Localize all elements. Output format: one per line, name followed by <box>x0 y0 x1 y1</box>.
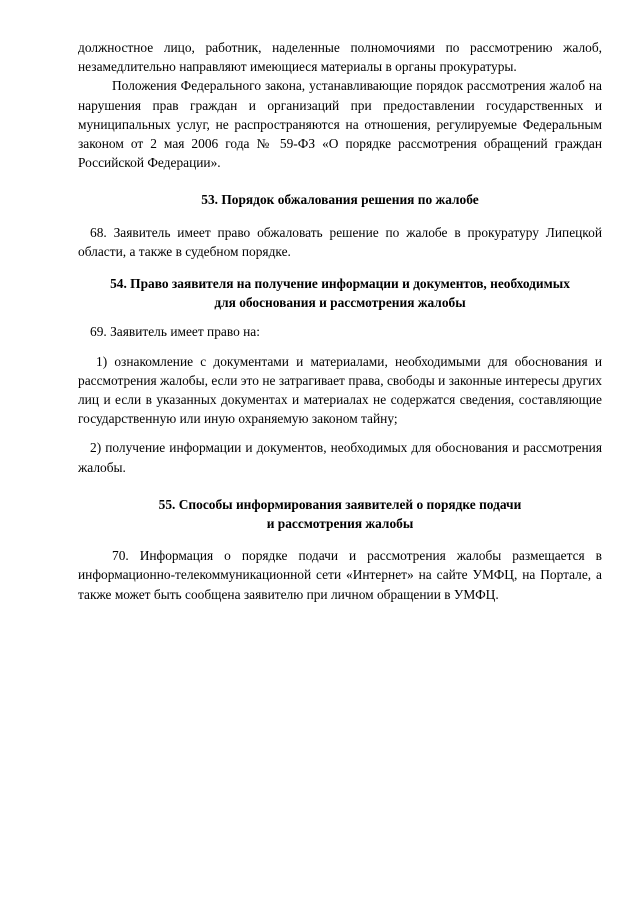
paragraph-68: 68. Заявитель имеет право обжаловать решение по жалобе в прокуратуру Липецкой области, а также в судебном порядке. <box>78 224 602 259</box>
paragraph-69: 69. Заявитель имеет право на: <box>90 324 260 340</box>
paragraph-continuation: должностное лицо, работник, наделенные полномочиями по рассмотрению жалоб, незамедлительно направляют имеющиеся материалы в органы прокуратуры. <box>78 40 602 75</box>
paragraph-federal-law: Положения Федерального закона, устанавливающие порядок рассмотрения жалоб на нарушения прав граждан и организаций при предоставлении государственных и муниципальных услуг, не распространяются на отношения, регулируемые Федеральным законом от 2 мая 2006 года № 59-ФЗ «О порядке рассмотрения обращений граждан Российской Федерации». <box>78 78 602 171</box>
heading-section-55-line2: и рассмотрения жалобы <box>266 516 414 532</box>
heading-section-53: 53. Порядок обжалования решения по жалобе <box>201 192 479 208</box>
document-page <box>78 38 602 604</box>
heading-section-54-line1: 54. Право заявителя на получение информации и документов, необходимых <box>110 276 570 292</box>
heading-section-54 <box>78 274 602 312</box>
paragraph-69-item-2: 2) получение информации и документов, необходимых для обоснования и рассмотрения жалобы. <box>78 440 602 475</box>
heading-section-55-line1: 55. Способы информирования заявителей о порядке подачи <box>158 496 522 512</box>
heading-section-55 <box>78 495 602 533</box>
paragraph-70: 70. Информация о порядке подачи и рассмотрения жалобы размещается в информационно-телекоммуникационной сети «Интернет» на сайте УМФЦ, на Портале, а также может быть сообщена заявителю при личном обращении в УМФЦ. <box>78 548 602 602</box>
heading-section-54-line2: для обоснования и рассмотрения жалобы <box>214 295 466 311</box>
paragraph-69-item-1: 1) ознакомление с документами и материалами, необходимыми для обоснования и рассмотрения жалобы, если это не затрагивает права, свободы и законные интересы других лиц и если в указанных документах и материалах не содержатся сведения, составляющие государственную или иную охраняемую законом тайну; <box>78 353 602 427</box>
